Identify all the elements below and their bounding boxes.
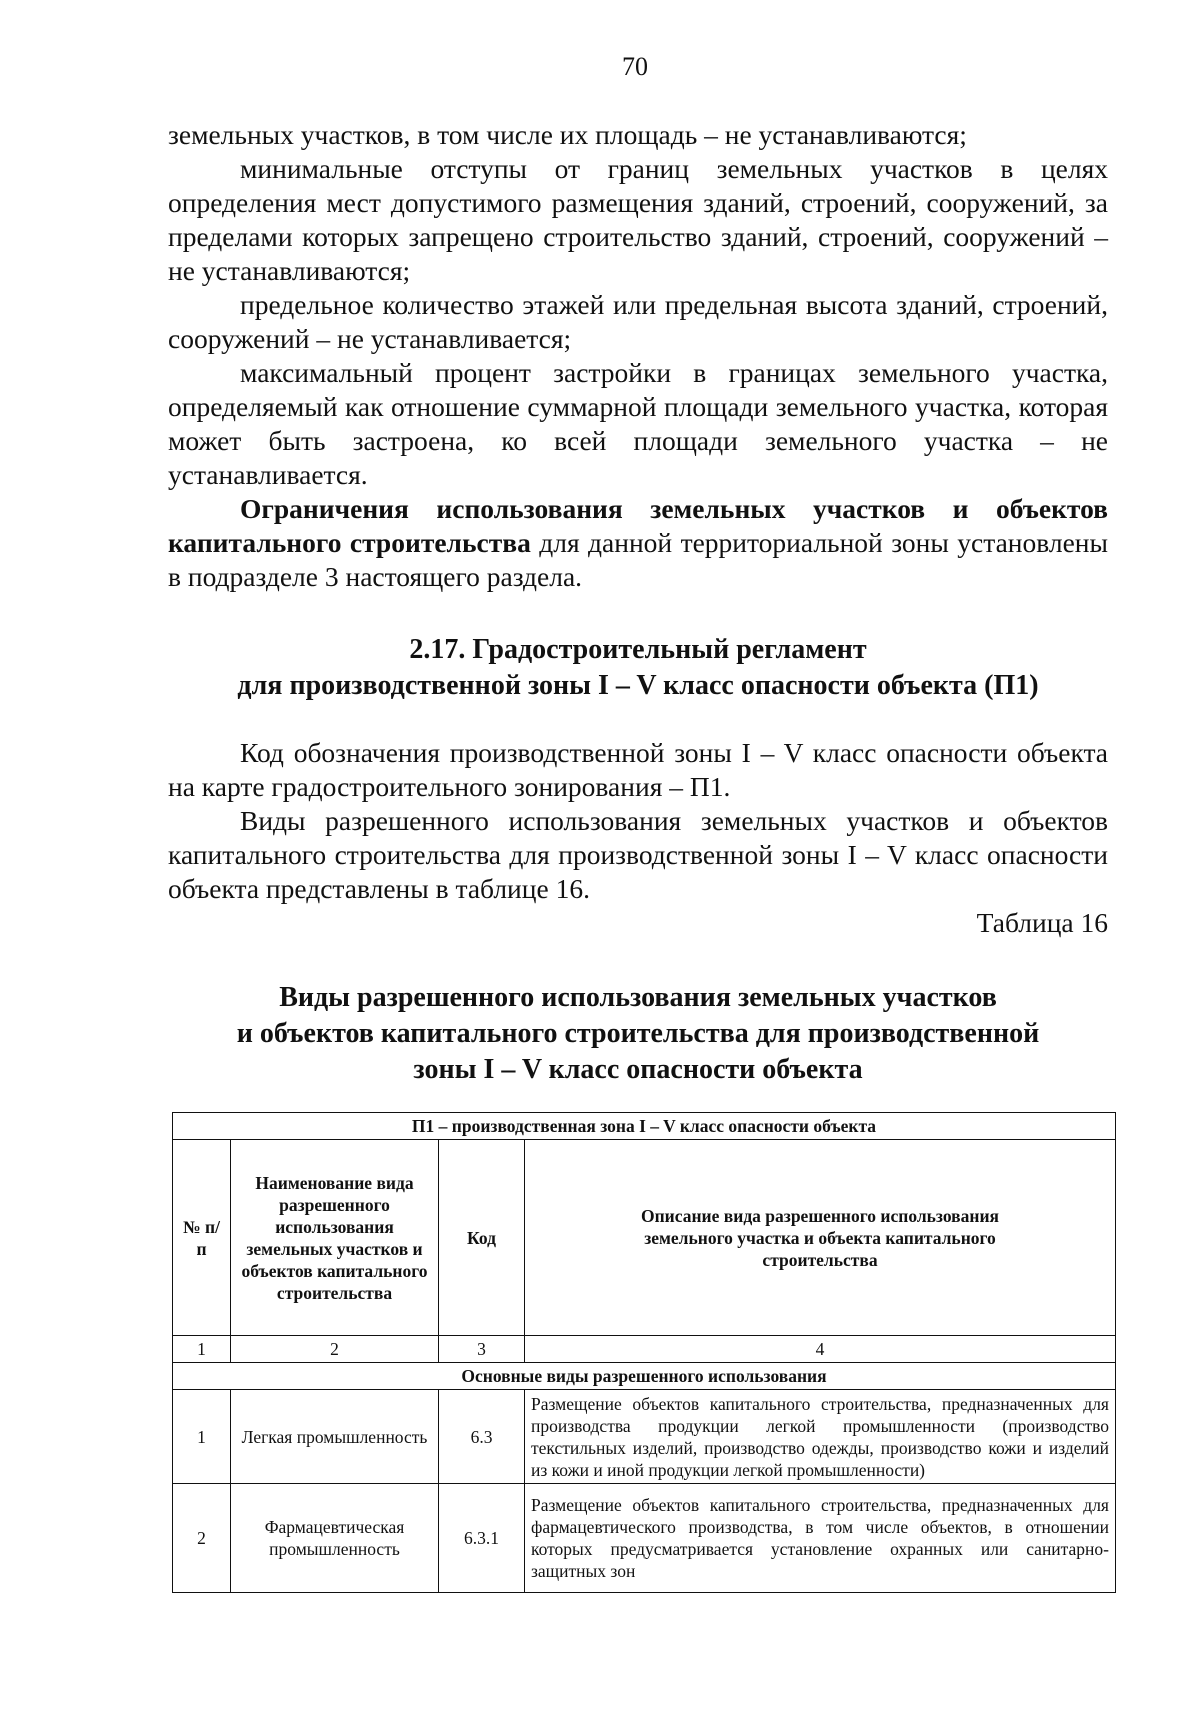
section-heading-line2: для производственной зоны I – V класс опасности объекта (П1) bbox=[237, 670, 1039, 701]
table-title-line1: Виды разрешенного использования земельных участков bbox=[279, 982, 997, 1013]
table-title-line3: зоны I – V класс опасности объекта bbox=[413, 1054, 863, 1085]
col-header-num: № п/п bbox=[173, 1140, 231, 1336]
section-row: Основные виды разрешенного использования bbox=[173, 1363, 1116, 1390]
table-row bbox=[173, 1484, 1116, 1593]
col-header-code: Код bbox=[439, 1140, 525, 1336]
paragraph: максимальный процент застройки в границах земельного участка, определяемый как отношение суммарной площади земельного участка, которая может быть застроена, ко всей площади земельного участка – не устанавливается. bbox=[168, 357, 1108, 490]
section-heading-line1: 2.17. Градостроительный регламент bbox=[409, 634, 867, 665]
col-header-desc: Описание вида разрешенного использования земельного участка и объекта капитального строительства bbox=[525, 1140, 1116, 1336]
restriction-bold: Ограничения использования земельных участков и объектов капитального строительства bbox=[168, 493, 1108, 558]
paragraph: Виды разрешенного использования земельных участков и объектов капитального строительства для производственной зоны I – V класс опасности объекта представлены в таблице 16. bbox=[168, 805, 1108, 904]
row-desc: Размещение объектов капитального строительства, предназначенных для фармацевтического производства, в том числе объектов, в отношении которых предусматривается установление охранных или санитарно-защитных зон bbox=[525, 1484, 1116, 1593]
col-number: 2 bbox=[231, 1336, 439, 1363]
row-name: Легкая промышленность bbox=[231, 1390, 439, 1484]
paragraph: земельных участков, в том числе их площадь – не устанавливаются; bbox=[168, 119, 967, 150]
table-row bbox=[173, 1390, 1116, 1484]
table-label: Таблица 16 bbox=[976, 907, 1108, 938]
row-code: 6.3.1 bbox=[439, 1484, 525, 1593]
col-number: 1 bbox=[173, 1336, 231, 1363]
row-num: 1 bbox=[173, 1390, 231, 1484]
table-title-line2: и объектов капитального строительства для производственной bbox=[236, 1018, 1040, 1049]
row-name: Фармацевтическая промышленность bbox=[231, 1484, 439, 1593]
paragraph: Код обозначения производственной зоны I – V класс опасности объекта на карте градостроительного зонирования – П1. bbox=[168, 737, 1108, 802]
restriction-paragraph bbox=[168, 492, 1108, 594]
zone-header: П1 – производственная зона I – V класс опасности объекта bbox=[173, 1113, 1116, 1140]
restriction-rest: для данной территориальной зоны установлены в подразделе 3 настоящего раздела. bbox=[168, 527, 1108, 592]
col-number: 4 bbox=[525, 1336, 1116, 1363]
land-use-table bbox=[172, 1112, 1116, 1593]
page-number: 70 bbox=[622, 52, 648, 81]
paragraph: минимальные отступы от границ земельных участков в целях определения мест допустимого размещения зданий, строений, сооружений, за пределами которых запрещено строительство зданий, строений, сооружений – не устанавливаются; bbox=[168, 153, 1108, 286]
document-body bbox=[168, 118, 1108, 1593]
col-header-name: Наименование вида разрешенного использования земельных участков и объектов капитального строительства bbox=[231, 1140, 439, 1336]
col-number: 3 bbox=[439, 1336, 525, 1363]
row-desc: Размещение объектов капитального строительства, предназначенных для производства продукции легкой промышленности (производство текстильных изделий, производство одежды, производство кожи и изделий из кожи и иной продукции легкой промышленности) bbox=[525, 1390, 1116, 1484]
paragraph: предельное количество этажей или предельная высота зданий, строений, сооружений – не устанавливается; bbox=[168, 289, 1108, 354]
row-code: 6.3 bbox=[439, 1390, 525, 1484]
row-num: 2 bbox=[173, 1484, 231, 1593]
